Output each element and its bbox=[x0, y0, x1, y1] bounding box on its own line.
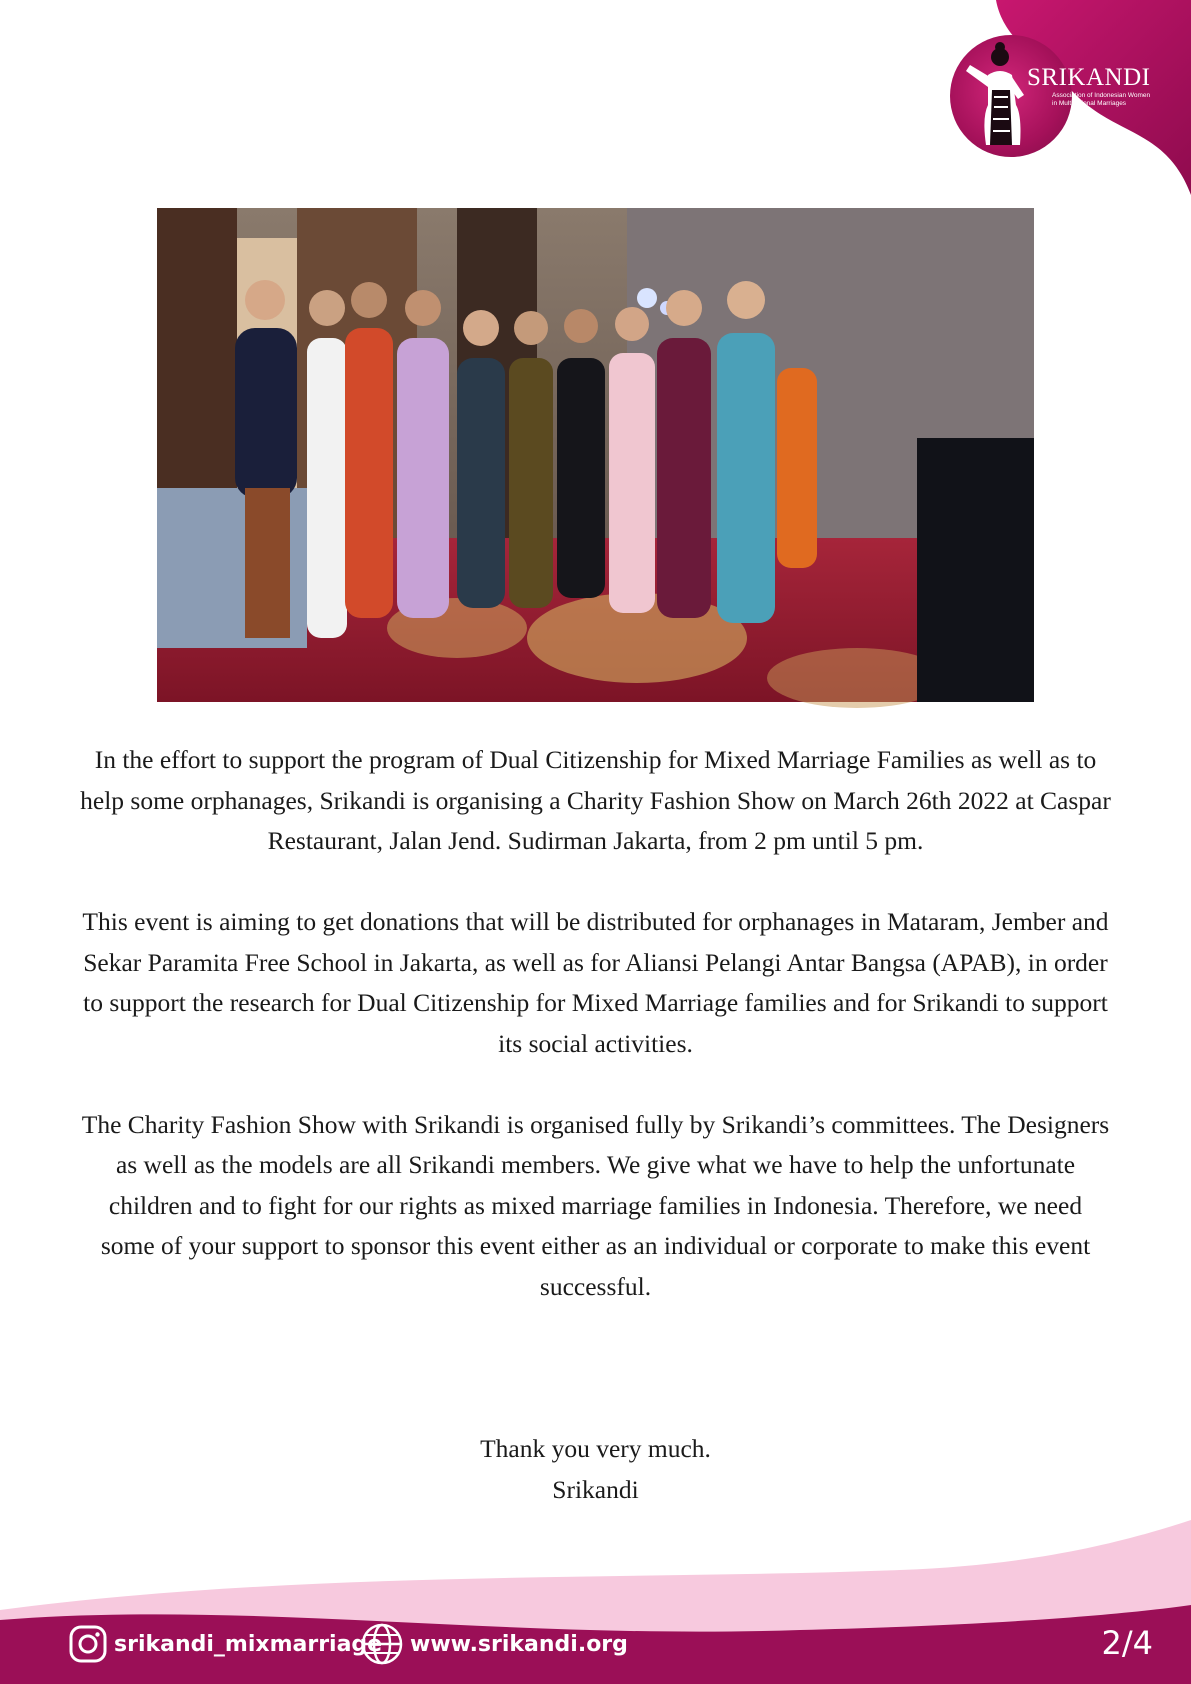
footer bbox=[0, 1610, 1191, 1670]
group-photo bbox=[157, 208, 1034, 702]
website-url: www.srikandi.org bbox=[410, 1631, 628, 1657]
paragraph-committee: The Charity Fashion Show with Srikandi is organised fully by Srikandi’s committees. The Designers as well as the models are all Srikandi members. We give what we have to help the unfortunate children and to fight for our rights as mixed marriage families in Indonesia. Therefore, we need some of your support to sponsor this event either as an individual or corporate to make this event successful. bbox=[81, 1109, 1110, 1301]
group-photo-illustration bbox=[157, 208, 1034, 702]
signature: Srikandi bbox=[552, 1474, 639, 1504]
logo-title: SRIKANDI bbox=[1027, 64, 1151, 91]
signoff bbox=[80, 1429, 1111, 1510]
instagram-icon bbox=[68, 1624, 108, 1664]
globe-icon bbox=[360, 1622, 404, 1666]
srikandi-logo bbox=[950, 35, 1151, 157]
body-text bbox=[80, 740, 1111, 1348]
logo-tagline-line1: Association of Indonesian Women bbox=[1052, 92, 1151, 99]
instagram-handle: srikandi_mixmarriage bbox=[114, 1631, 383, 1657]
paragraph-donations: This event is aiming to get donations that will be distributed for orphanages in Mataram, Jember and Sekar Paramita Free School in Jakarta, as well as for Aliansi Pelangi Antar Bangsa (APAB), in order to support the research for Dual Citizenship for Mixed Marriage families and for Srikandi to support its social activities. bbox=[82, 907, 1109, 1058]
logo-tagline-line2: in Multinational Marriages bbox=[1052, 100, 1127, 107]
instagram-link[interactable] bbox=[68, 1624, 382, 1664]
website-link[interactable] bbox=[360, 1622, 628, 1666]
page-number: 2/4 bbox=[1101, 1624, 1153, 1662]
paragraph-event-details: In the effort to support the program of Dual Citizenship for Mixed Marriage Families as well as to help some orphanages, Srikandi is organising a Charity Fashion Show on March 26th 2022 at Caspar Restaurant, Jalan Jend. Sudirman Jakarta, from 2 pm until 5 pm. bbox=[80, 745, 1111, 855]
thank-you-line: Thank you very much. bbox=[480, 1434, 711, 1463]
logo-tagline bbox=[1052, 92, 1152, 108]
